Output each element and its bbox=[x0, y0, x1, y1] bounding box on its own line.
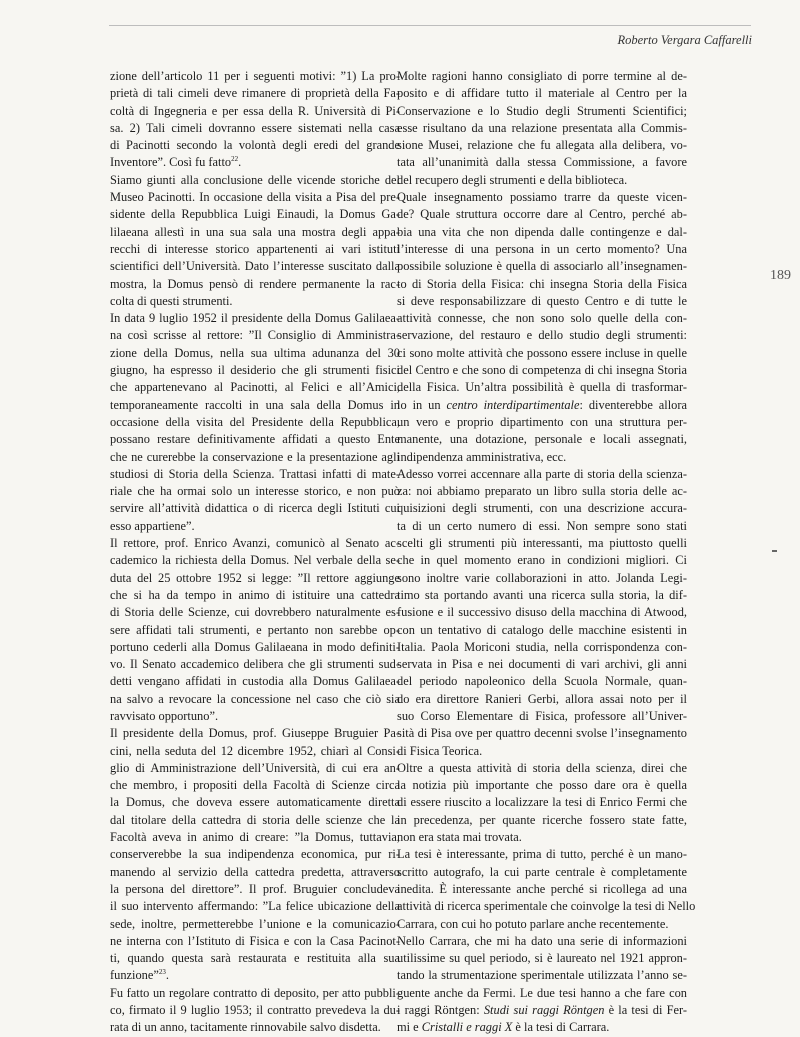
text-line: na così scrisse al rettore: ”Il Consiglio di Amministra- bbox=[110, 328, 400, 343]
text-line: cini, nella seduta del 12 dicembre 1952, chiarì al Consi- bbox=[110, 743, 400, 758]
text-line: possano restare definitivamente affidati a questo Ente bbox=[110, 432, 400, 447]
text-line: de? Quale struttura occorre dare al Centro, perché ab- bbox=[397, 207, 687, 222]
text-line: l’interesse di una persona in un certo momento? Una bbox=[397, 241, 687, 256]
text-line: Museo Pacinotti. In occasione della visita a Pisa del pre- bbox=[110, 190, 400, 205]
text-line: sere affidati tali strumenti, e pertanto non sarebbe op- bbox=[110, 622, 400, 637]
left-text-column bbox=[110, 68, 400, 1037]
text-line: prietà di tali cimeli deve rimanere di proprietà della Fa- bbox=[110, 86, 400, 101]
text-line: del Centro e che sono di competenza di chi insegna Storia bbox=[397, 363, 687, 378]
text-line: ti, quando questa sarà restaurata e restituita alla sua bbox=[110, 951, 400, 966]
text-line: dal titolare della cattedra di storia delle scienze che la bbox=[110, 812, 400, 827]
text-line: con un tentativo di catalogo delle macchine esistenti in bbox=[397, 622, 687, 637]
text-line: utilissime su quel periodo, si è laureato nel 1921 appron- bbox=[397, 951, 687, 966]
text-line: sede, inoltre, permetterebbe l’unione e la comunicazio- bbox=[110, 916, 400, 931]
text-line: Il presidente della Domus, prof. Giuseppe Bruguier Pa- bbox=[110, 726, 400, 741]
text-line: zione della Domus, nella sua ultima adunanza del 30 bbox=[110, 345, 400, 360]
text-line: esse risultano da una relazione presentata alla Commis- bbox=[397, 120, 687, 135]
text-line: di Storia delle Scienze, cui dovrebbero naturalmente es- bbox=[110, 605, 400, 620]
text-line: che membro, i propositi della Facoltà di Scienze circa bbox=[110, 778, 400, 793]
running-head-author: Roberto Vergara Caffarelli bbox=[617, 33, 752, 47]
right-text-column bbox=[397, 68, 696, 1037]
text-line: che si ha da tempo in animo di istituire una cattedra bbox=[110, 587, 400, 602]
text-line: coltà di Ingegneria e per essa della R. Università di Pi- bbox=[110, 103, 400, 118]
text-line: timo sta portando avanti una ricerca sulla storia, la dif- bbox=[397, 587, 687, 602]
italic-title: centro interdipartimentale bbox=[446, 397, 580, 412]
text-line: indipendenza amministrativa, ecc. bbox=[397, 449, 567, 464]
text-line: riale che ha ormai solo un interesse storico, e non può bbox=[110, 484, 400, 499]
text-line: do era direttore Ranieri Gerbi, allora assai noto per il bbox=[397, 691, 687, 706]
text-line: Conservazione e lo Studio degli Strumenti Scientifici; bbox=[397, 103, 687, 118]
text-line: mi e Cristalli e raggi X è la tesi di Carrara. bbox=[397, 1020, 610, 1035]
text-line: Fu fatto un regolare contratto di deposito, per atto pubbli- bbox=[110, 985, 400, 1000]
text-line: la Domus, che doveva essere automaticamente diretta bbox=[110, 795, 400, 810]
text-line: Carrara, con cui ho potuto parlare anche recentemente. bbox=[397, 916, 669, 931]
text-line: servazione, del restauro e dello studio degli strumenti: bbox=[397, 328, 687, 343]
text-line: in precedenza, per quante ricerche fossero state fatte, bbox=[397, 812, 687, 827]
text-line: tata all’unanimità dalla stessa Commissione, a favore bbox=[397, 155, 687, 170]
text-line: studiosi di Storia della Scienza. Trattasi infatti di mate- bbox=[110, 466, 400, 481]
text-line: na salvo a revocare la concessione nel caso che ciò sia bbox=[110, 691, 400, 706]
text-line: ci sono molte attività che possono essere incluse in quelle bbox=[397, 345, 687, 360]
text-line: lilaeana allestì in una sua sala una mostra degli appa- bbox=[110, 224, 400, 239]
text-line: fusione e il successivo disuso della macchina di Atwood, bbox=[397, 605, 687, 620]
text-line: inedita. È interessante anche perché si ricollega ad una bbox=[397, 881, 687, 896]
text-line: i raggi Röntgen: Studi sui raggi Röntgen è la tesi di Fer- bbox=[397, 1003, 687, 1018]
text-line: possibile soluzione è quella di associarlo all’insegnamen- bbox=[397, 259, 687, 274]
text-line: scientifici dell’Università. Dato l’interesse suscitato dalla bbox=[110, 259, 400, 274]
text-line: vo. Il Senato accademico delibera che gli strumenti sud- bbox=[110, 657, 400, 672]
text-line: La tesi è interessante, prima di tutto, perché è un mano- bbox=[397, 847, 687, 862]
text-line: scritto autografo, la cui parte centrale è completamente bbox=[397, 864, 687, 879]
text-line: attività connesse, che non sono solo quelle della con- bbox=[397, 311, 687, 326]
text-line: glio di Amministrazione dell’Università, di cui era an- bbox=[110, 760, 400, 775]
text-line: che in quel momento erano in condizioni migliori. Ci bbox=[397, 553, 687, 568]
text-line: portuno cederli alla Domus Galilaeana in modo definiti- bbox=[110, 639, 400, 654]
margin-mark bbox=[772, 550, 777, 552]
text-line: esso appartiene”. bbox=[110, 518, 195, 533]
text-line: sa. 2) Tali cimeli dovranno essere sistemati nella casa bbox=[110, 120, 400, 135]
header-rule bbox=[109, 25, 751, 26]
text-line: la persona del direttore”. Il prof. Bruguier concludeva bbox=[110, 881, 400, 896]
footnote-ref: 23 bbox=[158, 968, 166, 977]
text-line: co, firmato il 9 luglio 1953; il contratto prevedeva la du- bbox=[110, 1003, 400, 1018]
text-line: to di Storia della Fisica: chi insegna Storia della Fisica bbox=[397, 276, 687, 291]
text-line: Nello Carrara, che mi ha dato una serie di informazioni bbox=[397, 933, 687, 948]
text-line: recchi di interesse storico appartenenti ai vari istituti bbox=[110, 241, 400, 256]
text-line: che ne curerebbe la conservazione e la presentazione agli bbox=[110, 449, 400, 464]
text-line: temporaneamente raccolti in una sala della Domus in bbox=[110, 397, 400, 412]
text-line: Italia. Paola Moriconi studia, nella corrispondenza con- bbox=[397, 639, 687, 654]
text-line: funzione”$^{23}$. bbox=[110, 968, 169, 983]
text-line: scelti gli strumenti più interessanti, ma piuttosto quelli bbox=[397, 536, 687, 551]
text-line: giugno, ha espresso il desiderio che gli strumenti fisici bbox=[110, 363, 400, 378]
text-line: ravvisato opportuno”. bbox=[110, 708, 219, 723]
text-line: lo in un centro interdipartimentale: diventerebbe allora bbox=[397, 397, 687, 412]
text-line: rata di un anno, tacitamente rinnovabile salvo disdetta. bbox=[110, 1020, 381, 1035]
text-line: di Fisica Teorica. bbox=[397, 743, 483, 758]
text-line: di essere riuscito a localizzare la tesi di Enrico Fermi che bbox=[397, 795, 687, 810]
text-line: Oltre a questa attività di storia della scienza, direi che bbox=[397, 760, 687, 775]
text-line: Quale insegnamento possiamo trarre da queste vicen- bbox=[397, 190, 687, 205]
text-line: che appartenevano al Pacinotti, al Felici e all’Amici, bbox=[110, 380, 400, 395]
text-line: ta di un certo numero di essi. Non sempre sono stati bbox=[397, 518, 687, 533]
text-line: mostra, la Domus pensò di rendere permanente la rac- bbox=[110, 276, 400, 291]
text-line: tando la strumentazione sperimentale utilizzata l’anno se- bbox=[397, 968, 687, 983]
text-line: quisizioni degli strumenti, con una descrizione accura- bbox=[397, 501, 687, 516]
footnote-ref: 22 bbox=[231, 155, 239, 164]
text-line: della Fisica. Un’altra possibilità è quella di trasformar- bbox=[397, 380, 687, 395]
text-line: manendo al servizio della cattedra predetta, attraverso bbox=[110, 864, 400, 879]
text-line: servata in Pisa e nei documenti di vari archivi, gli anni bbox=[397, 657, 687, 672]
text-line: detti vengano affidati in custodia alla Domus Galilaea- bbox=[110, 674, 400, 689]
text-line: il suo intervento affermando: ”La felice ubicazione della bbox=[110, 899, 400, 914]
text-line: duta del 25 ottobre 1952 si legge: ”Il rettore aggiunge bbox=[110, 570, 400, 585]
text-line: In data 9 luglio 1952 il presidente della Domus Galilaea- bbox=[110, 311, 400, 326]
text-line: sono inoltre varie collaborazioni in atto. Jolanda Legi- bbox=[397, 570, 687, 585]
text-line: Molte ragioni hanno consigliato di porre termine al de- bbox=[397, 69, 687, 83]
text-line: attività di ricerca sperimentale che coinvolge la tesi di Nello bbox=[397, 899, 696, 914]
text-line: ne interna con l’Istituto di Fisica e con la Casa Pacinot- bbox=[110, 933, 400, 948]
italic-title: Studi sui raggi Röntgen bbox=[483, 1003, 605, 1018]
text-line: di Pacinotti secondo la volontà degli eredi del grande bbox=[110, 138, 400, 153]
text-line: del recupero degli strumenti e della biblioteca. bbox=[397, 172, 628, 187]
text-line: sità di Pisa ove per quattro decenni svolse l’insegnamento bbox=[397, 726, 687, 741]
text-line: guente anche da Fermi. Le due tesi hanno a che fare con bbox=[397, 985, 687, 1000]
text-line: manente, una dotazione, personale e locali assegnati, bbox=[397, 432, 687, 447]
text-line: posito e di affidare tutto il materiale al Centro per la bbox=[397, 86, 687, 101]
text-line: zione dell’articolo 11 per i seguenti motivi: ”1) La pro- bbox=[110, 69, 400, 83]
text-line: suo Corso Elementare di Fisica, professore all’Univer- bbox=[397, 708, 687, 723]
text-line: sidente della Repubblica Luigi Einaudi, la Domus Ga- bbox=[110, 207, 400, 222]
text-line: del periodo napoleonico della Scuola Normale, quan- bbox=[397, 674, 687, 689]
italic-title: Cristalli e raggi X bbox=[421, 1020, 513, 1035]
text-line: un vero e proprio dipartimento con una struttura per- bbox=[397, 414, 687, 429]
text-line: cademico la richiesta della Domus. Nel verbale della se- bbox=[110, 553, 400, 568]
text-line: sione Musei, relazione che fu allegata alla delibera, vo- bbox=[397, 138, 687, 153]
text-line: colta di questi strumenti. bbox=[110, 293, 233, 308]
page-number: 189 bbox=[770, 268, 791, 283]
text-line: Siamo giunti alla conclusione delle vicende storiche del bbox=[110, 172, 400, 187]
text-line: za: noi abbiamo preparato un libro sulla storia delle ac- bbox=[397, 484, 687, 499]
text-line: bia una vita che non dipenda dalle contingenze e dal- bbox=[397, 224, 687, 239]
text-line: Il rettore, prof. Enrico Avanzi, comunicò al Senato ac- bbox=[110, 536, 400, 551]
text-line: Adesso vorrei accennare alla parte di storia della scienza- bbox=[397, 466, 687, 481]
text-line: conserverebbe la sua indipendenza economica, pur ri- bbox=[110, 847, 400, 862]
text-line: la notizia più importante che posso dare ora è quella bbox=[397, 778, 687, 793]
text-line: Inventore”. Così fu fatto$^{22}$. bbox=[110, 155, 242, 170]
text-line: si deve responsabilizzare di questo Centro e di tutte le bbox=[397, 293, 687, 308]
text-line: non era stata mai trovata. bbox=[397, 830, 522, 845]
text-line: Facoltà aveva in animo di creare: ”la Domus, tuttavia, bbox=[110, 830, 400, 845]
text-line: servire all’attività didattica o di ricerca degli Istituti cui bbox=[110, 501, 400, 516]
text-line: occasione della visita del Presidente della Repubblica, bbox=[110, 414, 400, 429]
